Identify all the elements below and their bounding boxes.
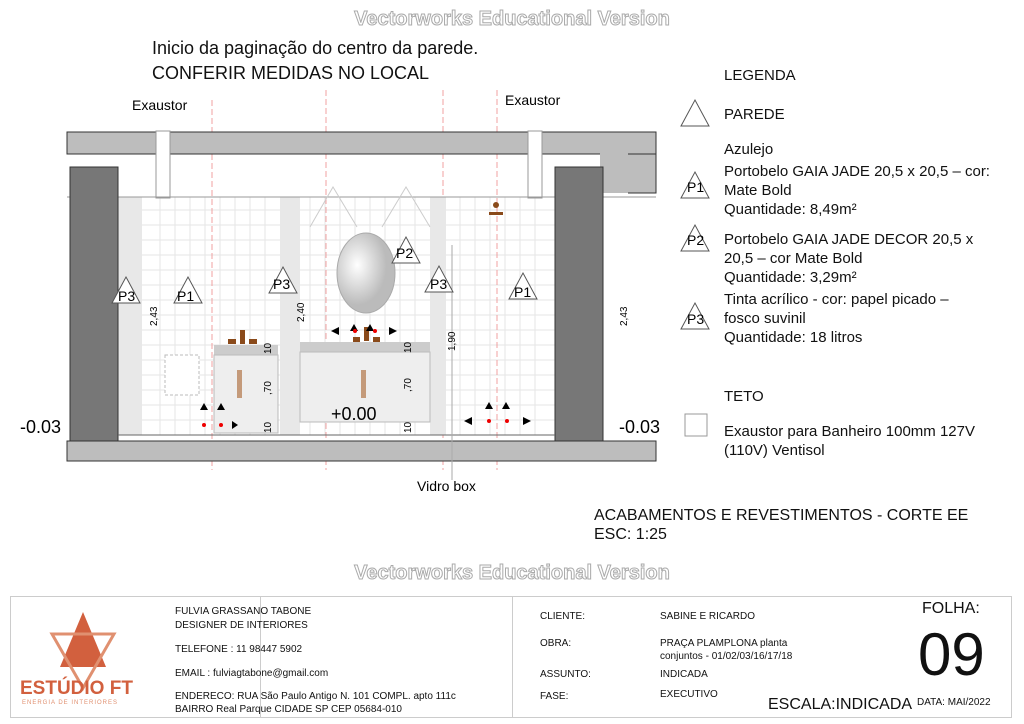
logo-tagline: ENERGIA DE INTERIORES	[22, 700, 119, 706]
logo-name: ESTÚDIO FT	[20, 678, 133, 699]
dim-10: 10	[263, 421, 274, 433]
legend-tag-p3: P3	[687, 311, 705, 327]
dim-box: 1,90	[447, 331, 458, 351]
scale: ESCALA:INDICADA	[768, 696, 913, 713]
tag-p1: P1	[514, 284, 532, 300]
legend-teto-square	[685, 414, 707, 436]
dim-10: 10	[403, 421, 414, 433]
dim-70: ,70	[403, 378, 414, 392]
address-line-1: ENDERECO: RUA São Paulo Antigo N. 101 COMPL. apto 111c	[175, 691, 456, 702]
assunto: INDICADA	[660, 669, 708, 680]
p3-strip	[430, 197, 446, 435]
shower-head-icon	[489, 212, 503, 215]
level-left: -0.03	[20, 417, 62, 437]
tag-p3: P3	[430, 276, 448, 292]
phone: TELEFONE : 11 98447 5902	[175, 644, 303, 655]
wall-right	[555, 167, 603, 460]
toilet	[165, 355, 199, 395]
exhaust-label-right: Exaustor	[505, 92, 561, 108]
tag-p3: P3	[273, 276, 291, 292]
assunto-label: ASSUNTO:	[540, 669, 591, 680]
cliente-label: CLIENTE:	[540, 611, 586, 622]
fase-label: FASE:	[540, 691, 569, 702]
legend-teto: TETO	[724, 388, 764, 405]
floor-slab	[67, 441, 656, 461]
p3-strip	[118, 197, 142, 435]
exhaust-duct-right	[528, 131, 542, 198]
dim-70: ,70	[263, 381, 274, 395]
legend-p1: Portobelo GAIA JADE 20,5 x 20,5 – cor: Mate Bold Quantidade: 8,49m²	[724, 163, 990, 218]
legend-exaustor: Exaustor para Banheiro 100mm 127V (110V) Ventisol	[724, 423, 975, 459]
ceiling-slab	[67, 132, 656, 154]
email: EMAIL : fulviagtabone@gmail.com	[175, 668, 329, 679]
divider	[512, 596, 513, 718]
designer-role: DESIGNER DE INTERIORES	[175, 620, 308, 631]
designer-name: FULVIA GRASSANO TABONE	[175, 606, 312, 617]
legend-title: LEGENDA	[724, 67, 796, 84]
watermark-top: Vectorworks Educational Version	[354, 8, 670, 30]
legend-tag-p1: P1	[687, 179, 705, 195]
obra-2: conjuntos - 01/02/03/16/17/18	[660, 651, 793, 662]
sheet-number: 09	[918, 621, 985, 688]
tag-p2: P2	[396, 245, 414, 261]
exhaust-label-left: Exaustor	[132, 97, 188, 113]
dim-10: 10	[263, 342, 274, 354]
fase: EXECUTIVO	[660, 689, 718, 700]
wall-left	[70, 167, 118, 460]
client: SABINE E RICARDO	[660, 611, 756, 622]
legend-parede: PAREDE	[724, 106, 785, 123]
note-line-1: Inicio da paginação do centro da parede.	[152, 38, 479, 58]
note-line-2: CONFERIR MEDIDAS NO LOCAL	[152, 63, 430, 83]
level-center: +0.00	[331, 404, 377, 424]
level-right: -0.03	[619, 417, 661, 437]
tag-p3: P3	[118, 288, 136, 304]
legend-p2: Portobelo GAIA JADE DECOR 20,5 x 20,5 – cor Mate Bold Quantidade: 3,29m²	[724, 231, 974, 286]
legend-p3: Tinta acrílico - cor: papel picado – fosco suvinil Quantidade: 18 litros	[724, 291, 949, 346]
obra-1: PRAÇA PLAMPLONA planta	[660, 638, 788, 649]
dim-10: 10	[403, 341, 414, 353]
dim-height-right: 2,43	[619, 306, 630, 326]
obra-label: OBRA:	[540, 638, 572, 649]
folha-label: FOLHA:	[922, 600, 980, 617]
mirror	[337, 233, 395, 313]
section-drawing	[0, 0, 705, 500]
section-title: ACABAMENTOS E REVESTIMENTOS - CORTE EE ESC: 1:25	[594, 507, 969, 543]
exhaust-duct-left	[156, 131, 170, 198]
address-line-2: BAIRRO Real Parque CIDADE SP CEP 05684-010	[175, 704, 402, 715]
date: DATA: MAI/2022	[917, 697, 991, 708]
watermark-bottom: Vectorworks Educational Version	[354, 562, 670, 584]
glass-box-label: Vidro box	[417, 478, 476, 494]
dim-height-left: 2,43	[149, 306, 160, 326]
legend-tag-p2: P2	[687, 232, 705, 248]
legend-azulejo: Azulejo	[724, 141, 774, 158]
tag-p1: P1	[177, 288, 195, 304]
dim-height-mid: 2,40	[296, 302, 307, 322]
